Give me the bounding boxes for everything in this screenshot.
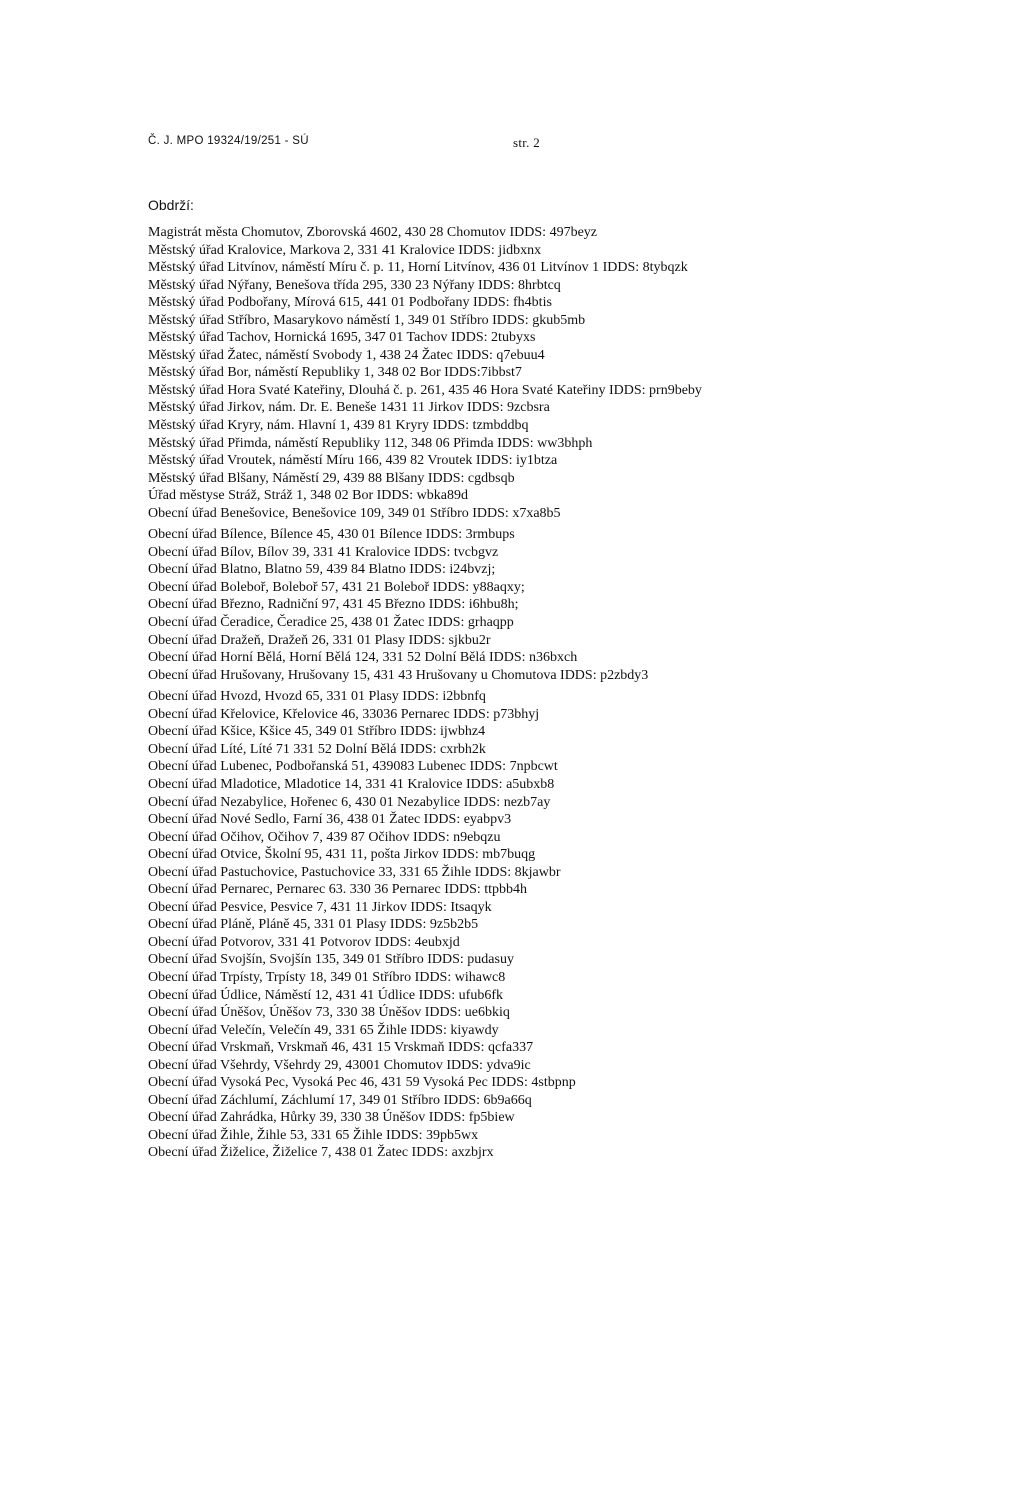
recipient-item: Obecní úřad Čeradice, Čeradice 25, 438 01 Žatec IDDS: grhaqpp	[148, 615, 514, 631]
recipient-item: Obecní úřad Všehrdy, Všehrdy 29, 43001 Chomutov IDDS: ydva9ic	[148, 1057, 531, 1073]
recipient-item: Městský úřad Nýřany, Benešova třída 295, 330 23 Nýřany IDDS: 8hrbtcq	[148, 277, 561, 293]
recipient-item: Obecní úřad Pláně, Pláně 45, 331 01 Plasy IDDS: 9z5b2b5	[148, 917, 479, 933]
recipient-item: Obecní úřad Benešovice, Benešovice 109, 349 01 Stříbro IDDS: x7xa8b5	[148, 505, 561, 521]
recipient-item: Obecní úřad Potvorov, 331 41 Potvorov IDDS: 4eubxjd	[148, 934, 460, 950]
recipient-item: Obecní úřad Líté, Líté 71 331 52 Dolní Bělá IDDS: cxrbh2k	[148, 741, 486, 757]
recipient-item: Městský úřad Kralovice, Markova 2, 331 41 Kralovice IDDS: jidbxnx	[148, 242, 542, 258]
recipient-item: Městský úřad Žatec, náměstí Svobody 1, 438 24 Žatec IDDS: q7ebuu4	[148, 347, 545, 363]
recipient-item: Obecní úřad Žiželice, Žiželice 7, 438 01 Žatec IDDS: axzbjrx	[148, 1145, 494, 1161]
recipient-item: Obecní úřad Dražeň, Dražeň 26, 331 01 Plasy IDDS: sjkbu2r	[148, 632, 491, 648]
recipients-heading: Obdrží:	[148, 197, 194, 213]
recipient-item: Městský úřad Stříbro, Masarykovo náměstí 1, 349 01 Stříbro IDDS: gkub5mb	[148, 312, 586, 328]
page-number: str. 2	[513, 135, 541, 150]
recipient-item: Obecní úřad Pernarec, Pernarec 63. 330 36 Pernarec IDDS: ttpbb4h	[148, 882, 528, 898]
recipient-item: Obecní úřad Nové Sedlo, Farní 36, 438 01 Žatec IDDS: eyabpv3	[148, 812, 512, 828]
recipient-item: Obecní úřad Vrskmaň, Vrskmaň 46, 431 15 Vrskmaň IDDS: qcfa337	[148, 1040, 534, 1056]
recipient-list	[148, 224, 988, 1162]
recipient-item: Obecní úřad Březno, Radniční 97, 431 45 Březno IDDS: i6hbu8h;	[148, 597, 519, 613]
recipient-item: Obecní úřad Úněšov, Úněšov 73, 330 38 Úněšov IDDS: ue6bkiq	[148, 1005, 510, 1021]
recipient-item: Obecní úřad Vysoká Pec, Vysoká Pec 46, 431 59 Vysoká Pec IDDS: 4stbpnp	[148, 1075, 576, 1091]
recipient-item: Obecní úřad Hvozd, Hvozd 65, 331 01 Plasy IDDS: i2bbnfq	[148, 689, 486, 705]
recipient-item: Obecní úřad Nezabylice, Hořenec 6, 430 01 Nezabylice IDDS: nezb7ay	[148, 794, 551, 810]
recipient-item: Obecní úřad Bílence, Bílence 45, 430 01 Bílence IDDS: 3rmbups	[148, 527, 515, 543]
recipient-item: Obecní úřad Kšice, Kšice 45, 349 01 Stříbro IDDS: ijwbhz4	[148, 724, 486, 740]
recipient-item: Obecní úřad Hrušovany, Hrušovany 15, 431 43 Hrušovany u Chomutova IDDS: p2zbdy3	[148, 667, 649, 683]
recipient-item: Městský úřad Přimda, náměstí Republiky 112, 348 06 Přimda IDDS: ww3bhph	[148, 435, 593, 451]
recipient-item: Obecní úřad Horní Bělá, Horní Bělá 124, 331 52 Dolní Bělá IDDS: n36bxch	[148, 650, 578, 666]
recipient-item: Obecní úřad Velečín, Velečín 49, 331 65 Žihle IDDS: kiyawdy	[148, 1022, 499, 1038]
recipient-item: Obecní úřad Blatno, Blatno 59, 439 84 Blatno IDDS: i24bvzj;	[148, 562, 496, 578]
recipient-item: Obecní úřad Trpísty, Trpísty 18, 349 01 Stříbro IDDS: wihawc8	[148, 969, 506, 985]
recipient-item: Obecní úřad Mladotice, Mladotice 14, 331 41 Kralovice IDDS: a5ubxb8	[148, 776, 555, 792]
recipient-item: Městský úřad Hora Svaté Kateřiny, Dlouhá č. p. 261, 435 46 Hora Svaté Kateřiny IDDS: prn9beby	[148, 382, 702, 398]
page-header	[148, 135, 568, 151]
recipient-item: Obecní úřad Boleboř, Boleboř 57, 431 21 Boleboř IDDS: y88aqxy;	[148, 579, 525, 595]
recipient-item: Městský úřad Litvínov, náměstí Míru č. p. 11, Horní Litvínov, 436 01 Litvínov 1 IDDS: 8tybqzk	[148, 260, 688, 276]
recipient-item: Městský úřad Kryry, nám. Hlavní 1, 439 81 Kryry IDDS: tzmbddbq	[148, 418, 529, 434]
recipient-item: Obecní úřad Pastuchovice, Pastuchovice 33, 331 65 Žihle IDDS: 8kjawbr	[148, 864, 561, 880]
recipient-item: Obecní úřad Otvice, Školní 95, 431 11, pošta Jirkov IDDS: mb7buqg	[148, 847, 536, 863]
recipient-item: Obecní úřad Údlice, Náměstí 12, 431 41 Údlice IDDS: ufub6fk	[148, 987, 503, 1003]
recipient-item: Obecní úřad Pesvice, Pesvice 7, 431 11 Jirkov IDDS: Itsaqyk	[148, 899, 492, 915]
recipient-item: Obecní úřad Lubenec, Podbořanská 51, 439083 Lubenec IDDS: 7npbcwt	[148, 759, 558, 775]
recipient-item: Obecní úřad Křelovice, Křelovice 46, 33036 Pernarec IDDS: p73bhyj	[148, 706, 540, 722]
recipient-item: Obecní úřad Zahrádka, Hůrky 39, 330 38 Úněšov IDDS: fp5biew	[148, 1110, 515, 1126]
recipient-item: Městský úřad Tachov, Hornická 1695, 347 01 Tachov IDDS: 2tubyxs	[148, 330, 536, 346]
reference-number: Č. J. MPO 19324/19/251 - SÚ	[148, 135, 309, 147]
recipient-item: Městský úřad Vroutek, náměstí Míru 166, 439 82 Vroutek IDDS: iy1btza	[148, 453, 558, 469]
recipient-item: Obecní úřad Očihov, Očihov 7, 439 87 Očihov IDDS: n9ebqzu	[148, 829, 501, 845]
recipient-item: Obecní úřad Záchlumí, Záchlumí 17, 349 01 Stříbro IDDS: 6b9a66q	[148, 1092, 532, 1108]
recipient-item: Magistrát města Chomutov, Zborovská 4602, 430 28 Chomutov IDDS: 497beyz	[148, 225, 597, 240]
recipient-item: Obecní úřad Bílov, Bílov 39, 331 41 Kralovice IDDS: tvcbgvz	[148, 544, 499, 560]
recipient-item: Městský úřad Podbořany, Mírová 615, 441 01 Podbořany IDDS: fh4btis	[148, 295, 552, 311]
recipient-item: Městský úřad Jirkov, nám. Dr. E. Beneše 1431 11 Jirkov IDDS: 9zcbsra	[148, 400, 550, 416]
recipient-item: Obecní úřad Žihle, Žihle 53, 331 65 Žihle IDDS: 39pb5wx	[148, 1127, 479, 1143]
recipient-item: Městský úřad Blšany, Náměstí 29, 439 88 Blšany IDDS: cgdbsqb	[148, 470, 515, 486]
recipient-item: Obecní úřad Svojšín, Svojšín 135, 349 01 Stříbro IDDS: pudasuy	[148, 952, 514, 968]
recipient-item: Úřad městyse Stráž, Stráž 1, 348 02 Bor IDDS: wbka89d	[148, 488, 469, 504]
recipient-item: Městský úřad Bor, náměstí Republiky 1, 348 02 Bor IDDS:7ibbst7	[148, 365, 522, 381]
